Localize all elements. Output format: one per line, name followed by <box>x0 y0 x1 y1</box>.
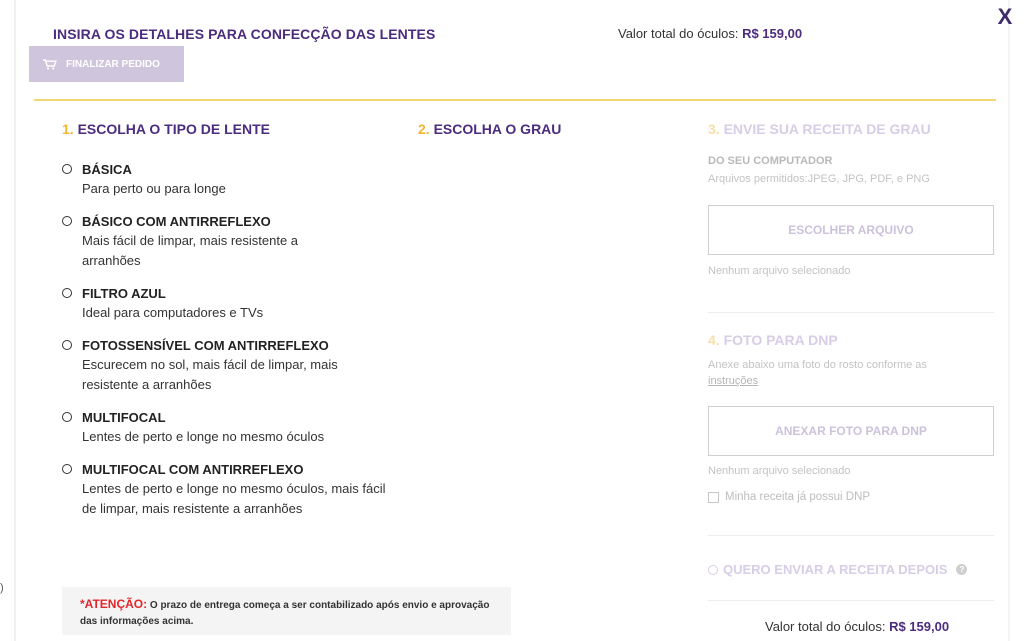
section-grade-heading <box>418 121 561 137</box>
lens-option[interactable] <box>62 338 402 395</box>
has-dnp-label: Minha receita já possui DNP <box>725 491 871 503</box>
lens-option-title[interactable]: MULTIFOCAL COM ANTIRREFLEXO <box>82 462 304 477</box>
lens-option-title[interactable]: BÁSICO COM ANTIRREFLEXO <box>82 214 271 229</box>
section-number: 2. <box>418 121 430 137</box>
section-divider <box>708 535 994 536</box>
radio-button[interactable] <box>62 412 72 422</box>
close-icon[interactable]: X <box>997 4 1013 29</box>
attention-text: O prazo de entrega começa a ser contabilizado após envio e aprovação das informações acima. <box>80 600 490 627</box>
lens-option-description: Lentes de perto e longe no mesmo óculos, mais fácil de limpar, mais resistente a arranhões <box>82 481 386 516</box>
lens-type-options <box>62 162 402 534</box>
section-title: FOTO PARA DNP <box>723 332 838 348</box>
section-number: 4. <box>708 332 720 348</box>
has-dnp-checkbox-row[interactable] <box>708 491 870 503</box>
radio-button[interactable] <box>62 464 72 474</box>
allowed-files-note: Arquivos permitidos:JPEG, JPG, PDF, e PNG <box>708 173 930 185</box>
send-later-radio[interactable] <box>708 565 718 575</box>
upload-column <box>708 0 994 641</box>
section-title: ESCOLHA O GRAU <box>433 121 562 137</box>
section-number: 3. <box>708 121 720 137</box>
instructions-link[interactable]: instruções <box>708 375 759 387</box>
modal-right-shadow <box>1008 0 1010 641</box>
lens-option-description: Mais fácil de limpar, mais resistente a arranhões <box>82 233 299 268</box>
section-dnp-heading <box>708 332 838 348</box>
lens-option-title[interactable]: BÁSICA <box>82 162 132 177</box>
backdrop-text: ) <box>0 582 4 594</box>
total-value: R$ 159,00 <box>742 26 803 41</box>
finalize-order-label: FINALIZAR PEDIDO <box>66 58 160 70</box>
radio-button[interactable] <box>62 288 72 298</box>
total-label: Valor total do óculos: <box>765 619 886 634</box>
lens-option-description: Escurecem no sol, mais fácil de limpar, mais resistente a arranhões <box>82 357 338 392</box>
lens-option[interactable] <box>62 410 402 447</box>
finalize-order-button[interactable] <box>29 46 184 82</box>
attention-notice <box>62 587 511 635</box>
attach-dnp-photo-button[interactable]: ANEXAR FOTO PARA DNP <box>708 406 994 456</box>
dnp-photo-note <box>708 357 978 389</box>
radio-button[interactable] <box>62 164 72 174</box>
lens-option[interactable] <box>62 214 402 271</box>
section-title: ESCOLHA O TIPO DE LENTE <box>77 121 270 137</box>
modal-title: INSIRA OS DETALHES PARA CONFECÇÃO DAS LENTES <box>53 26 436 42</box>
total-price-bottom <box>765 619 949 634</box>
lens-option[interactable] <box>62 162 402 199</box>
total-value: R$ 159,00 <box>889 619 950 634</box>
section-lens-type-heading <box>62 121 270 137</box>
lens-option-title[interactable]: MULTIFOCAL <box>82 410 166 425</box>
attention-label: *ATENÇÃO: <box>80 597 148 611</box>
lens-option-description: Ideal para computadores e TVs <box>82 305 264 320</box>
section-number: 1. <box>62 121 74 137</box>
section-title: ENVIE SUA RECEITA DE GRAU <box>723 121 931 137</box>
lens-option-description: Lentes de perto e longe no mesmo óculos <box>82 429 325 444</box>
lens-option-title[interactable]: FILTRO AZUL <box>82 286 166 301</box>
section-divider <box>708 600 994 601</box>
lens-option-title[interactable]: FOTOSSENSÍVEL COM ANTIRREFLEXO <box>82 338 329 353</box>
from-computer-label: DO SEU COMPUTADOR <box>708 155 833 167</box>
total-label: Valor total do óculos: <box>618 26 739 41</box>
send-later-option[interactable] <box>708 562 967 577</box>
lens-option[interactable] <box>62 462 402 519</box>
backdrop-edge <box>0 0 14 641</box>
prescription-file-status: Nenhum arquivo selecionado <box>708 265 851 277</box>
radio-button[interactable] <box>62 340 72 350</box>
dnp-note-text: Anexe abaixo uma foto do rosto conforme as <box>708 359 927 371</box>
cart-icon <box>43 59 57 70</box>
radio-button[interactable] <box>62 216 72 226</box>
dnp-file-status: Nenhum arquivo selecionado <box>708 465 851 477</box>
section-divider <box>708 312 994 313</box>
help-icon[interactable]: ? <box>956 564 967 575</box>
choose-file-button[interactable]: ESCOLHER ARQUIVO <box>708 205 994 255</box>
send-later-label: QUERO ENVIAR A RECEITA DEPOIS <box>723 562 948 577</box>
has-dnp-checkbox[interactable] <box>708 492 719 503</box>
lens-option[interactable] <box>62 286 402 323</box>
lens-option-description: Para perto ou para longe <box>82 181 226 196</box>
